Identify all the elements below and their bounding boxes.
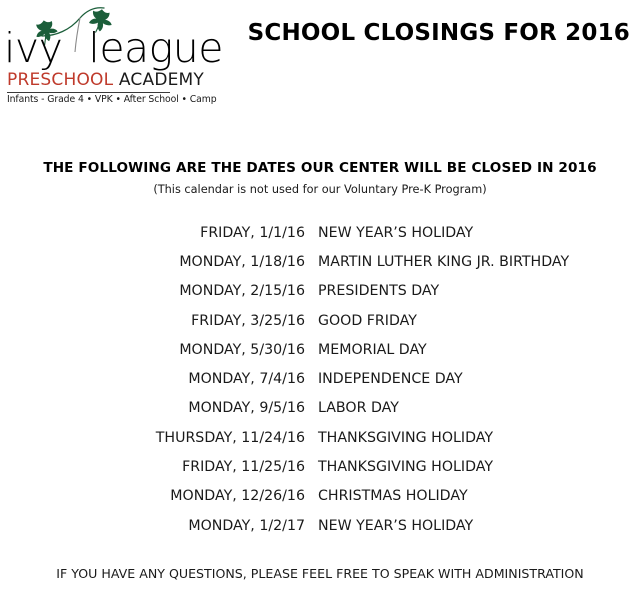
closing-holiday-name: GOOD FRIDAY <box>318 312 417 329</box>
closing-row <box>0 247 640 276</box>
closing-row <box>0 218 640 247</box>
closing-date: MONDAY, 7/4/16 <box>188 371 305 388</box>
logo-subtitle <box>7 70 205 90</box>
page-header <box>0 0 640 110</box>
closing-holiday-name: CHRISTMAS HOLIDAY <box>318 488 468 505</box>
closing-holiday-name: PRESIDENTS DAY <box>318 283 440 300</box>
logo-wordmark <box>4 24 223 72</box>
closing-date: MONDAY, 9/5/16 <box>188 400 305 417</box>
logo-divider <box>7 92 170 93</box>
closing-holiday-name: THANKSGIVING HOLIDAY <box>318 429 494 446</box>
closing-date: FRIDAY, 3/25/16 <box>191 312 305 329</box>
closing-row <box>0 277 640 306</box>
logo-word-ivy: ivy <box>4 24 63 72</box>
closing-date: MONDAY, 2/15/16 <box>179 283 305 300</box>
closing-holiday-name: NEW YEAR’S HOLIDAY <box>318 517 474 534</box>
notice-subtext: (This calendar is not used for our Voluntary Pre-K Program) <box>153 183 487 196</box>
closing-date: THURSDAY, 11/24/16 <box>155 429 305 446</box>
closing-date: FRIDAY, 1/1/16 <box>200 224 305 241</box>
closing-row <box>0 511 640 540</box>
closing-date: MONDAY, 5/30/16 <box>179 341 305 358</box>
notice-headline: THE FOLLOWING ARE THE DATES OUR CENTER WILL BE CLOSED IN 2016 <box>43 160 597 176</box>
footer-note: IF YOU HAVE ANY QUESTIONS, PLEASE FEEL FREE TO SPEAK WITH ADMINISTRATION <box>56 566 584 581</box>
logo-mark <box>4 6 223 72</box>
closing-holiday-name: INDEPENDENCE DAY <box>318 371 463 388</box>
closing-holiday-name: MEMORIAL DAY <box>318 341 427 358</box>
closing-holiday-name: THANKSGIVING HOLIDAY <box>318 459 494 476</box>
logo-preschool-text: PRESCHOOL <box>7 70 114 90</box>
closing-row <box>0 306 640 335</box>
logo-academy-text: ACADEMY <box>113 70 205 90</box>
closing-row <box>0 452 640 481</box>
logo-word-league: league <box>88 24 223 72</box>
closing-row <box>0 364 640 393</box>
closing-date: FRIDAY, 11/25/16 <box>182 459 305 476</box>
closing-row <box>0 423 640 452</box>
closing-row <box>0 394 640 423</box>
logo-tagline: Infants - Grade 4 • VPK • After School • Camp <box>7 94 217 105</box>
closing-date: MONDAY, 12/26/16 <box>170 488 305 505</box>
closing-holiday-name: NEW YEAR’S HOLIDAY <box>318 224 474 241</box>
closings-list <box>0 218 640 540</box>
closing-row <box>0 482 640 511</box>
school-logo <box>4 6 223 105</box>
page-title: SCHOOL CLOSINGS FOR 2016 <box>247 20 630 46</box>
closing-row <box>0 335 640 364</box>
closing-date: MONDAY, 1/18/16 <box>179 253 305 270</box>
closing-holiday-name: LABOR DAY <box>318 400 399 417</box>
closing-date: MONDAY, 1/2/17 <box>188 517 305 534</box>
closing-holiday-name: MARTIN LUTHER KING JR. BIRTHDAY <box>318 253 570 270</box>
notice-block <box>0 160 640 196</box>
